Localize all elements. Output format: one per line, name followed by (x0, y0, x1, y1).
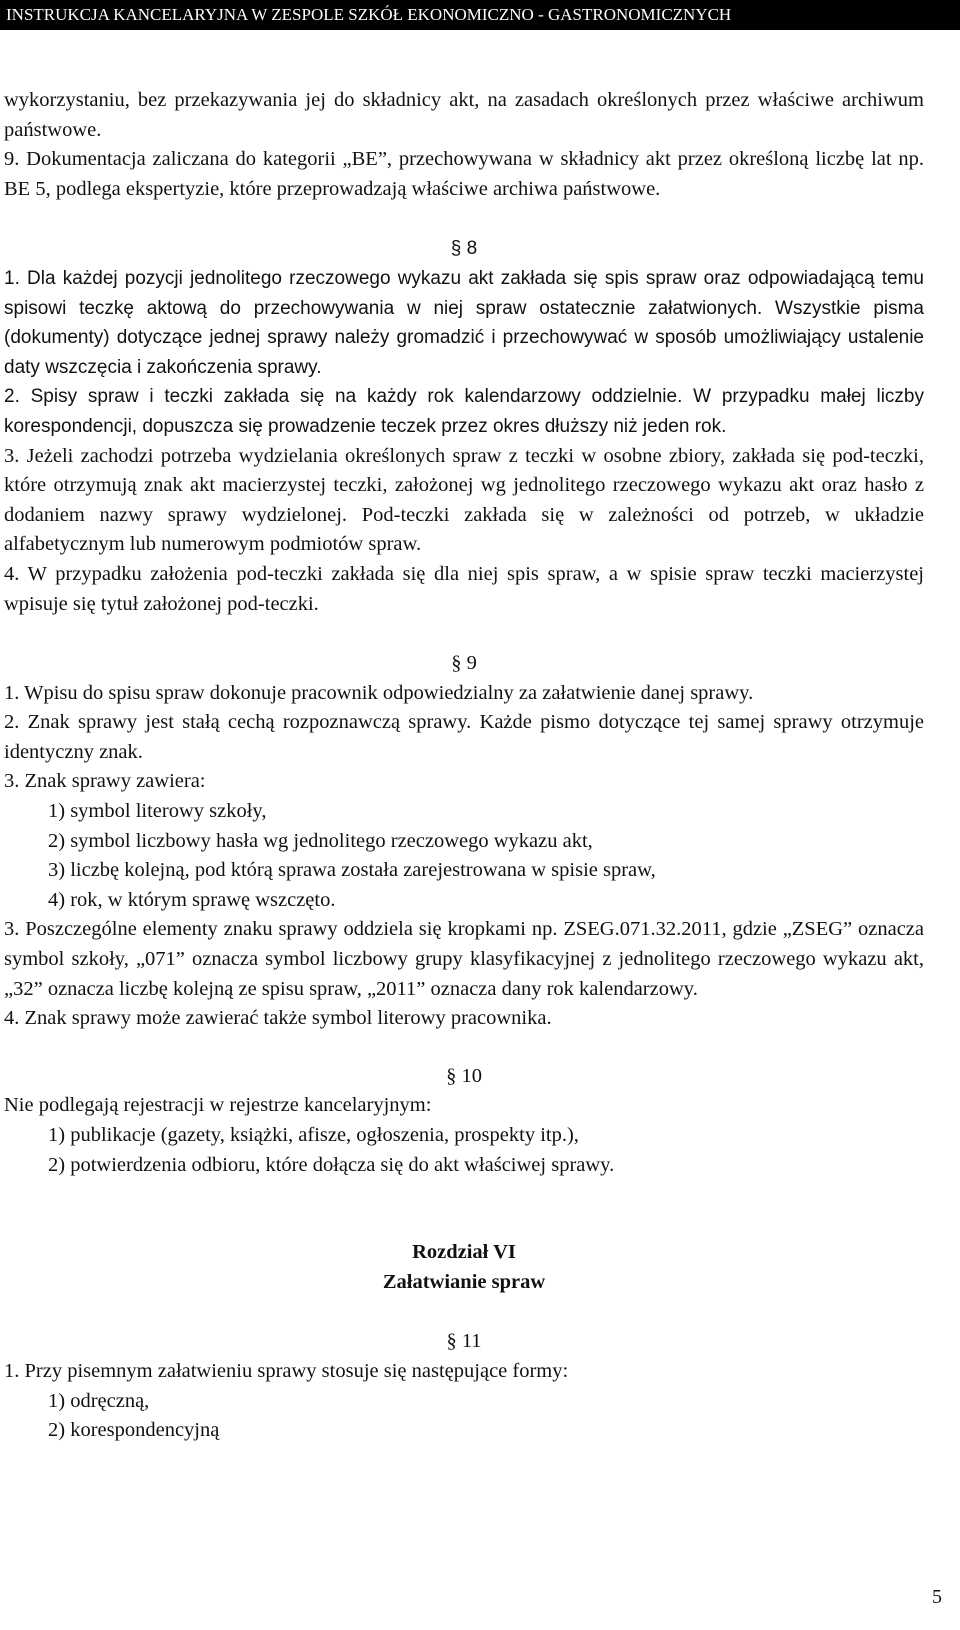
document-header: INSTRUKCJA KANCELARYJNA W ZESPOLE SZKÓŁ EKONOMICZNO - GASTRONOMICZNYCH (0, 0, 960, 30)
list-item: 2) potwierdzenia odbioru, które dołącza się do akt właściwej sprawy. (48, 1153, 615, 1176)
paragraph-continuation: wykorzystaniu, bez przekazywania jej do składnicy akt, na zasadach określonych przez właściwe archiwum państwowe. (4, 89, 924, 141)
s8-paragraph-4: 4. W przypadku założenia pod-teczki zakłada się dla niej spis spraw, a w spisie spraw teczki macierzystej wpisuje się tytuł założonej pod-teczki. (4, 562, 924, 615)
s9-paragraph-1: 1. Wpisu do spisu spraw dokonuje pracownik odpowiedzialny za załatwienie danej sprawy. (4, 681, 754, 704)
list-item: 2) symbol liczbowy hasła wg jednolitego rzeczowego wykazu akt, (48, 829, 593, 852)
list-item: 1) odręczną, (48, 1389, 150, 1412)
s10-intro: Nie podlegają rejestracji w rejestrze kancelaryjnym: (4, 1094, 432, 1117)
s8-paragraph-1: 1. Dla każdej pozycji jednolitego rzeczowego wykazu akt zakłada się spis spraw oraz odpowiadającą temu spisowi teczkę aktową do przechowywania w niej spraw ostatecznie załatwionych. Wszystkie pisma (dokumenty) dotyczące jednej sprawy należy gromadzić i przechowywać w sposób umożliwiający ustalenie daty wszczęcia i zakończenia sprawy. (4, 267, 924, 378)
list-item: 3) liczbę kolejną, pod którą sprawa została zarejestrowana w spisie spraw, (48, 859, 656, 882)
s9-paragraph-2: 2. Znak sprawy jest stałą cechą rozpoznawczą sprawy. Każde pismo dotyczące tej samej sprawy otrzymuje identyczny znak. (4, 711, 924, 763)
list-item: 1) symbol literowy szkoły, (48, 800, 267, 823)
section-heading-9: § 9 (451, 652, 477, 675)
chapter-title: Załatwianie spraw (382, 1270, 546, 1293)
s9-paragraph-3b: 3. Poszczególne elementy znaku sprawy oddziela się kropkami np. ZSEG.071.32.2011, gdzie „ZSEG” oznacza symbol szkoły, „071” oznacza symbol liczbowy grupy klasyfikacyjnej z jednolitego rzeczowego wykazu akt, „32” oznacza liczbę kolejną ze spisu spraw, „2011” oznacza dany rok kalendarzowy. (4, 918, 924, 1000)
list-item: 1) publikacje (gazety, książki, afisze, ogłoszenia, prospekty itp.), (48, 1124, 579, 1146)
s8-paragraph-2: 2. Spisy spraw i teczki zakłada się na każdy rok kalendarzowy oddzielnie. W przypadku małej liczby korespondencji, dopuszcza się prowadzenie teczek przez okres dłuższy niż jeden rok. (4, 386, 924, 437)
paragraph-9: 9. Dokumentacja zaliczana do kategorii „BE”, przechowywana w składnicy akt przez określoną liczbę lat np. BE 5, podlega ekspertyzie, które przeprowadzają właściwe archiwa państwowe. (4, 148, 924, 200)
section-heading-8: § 8 (450, 238, 478, 260)
section-heading-11: § 11 (446, 1330, 482, 1353)
list-item: 4) rok, w którym sprawę wszczęto. (48, 888, 336, 911)
page-number: 5 (932, 1586, 942, 1608)
s11-paragraph-1: 1. Przy pisemnym załatwieniu sprawy stosuje się następujące formy: (4, 1359, 569, 1382)
chapter-number: Rozdział VI (412, 1241, 516, 1264)
s9-paragraph-4: 4. Znak sprawy może zawierać także symbol literowy pracownika. (4, 1007, 552, 1030)
s9-paragraph-3: 3. Znak sprawy zawiera: (4, 770, 206, 793)
list-item: 2) korespondencyjną (48, 1419, 220, 1442)
s8-paragraph-3: 3. Jeżeli zachodzi potrzeba wydzielania określonych spraw z teczki w osobne zbiory, zakłada się pod-teczki, które otrzymują znak akt macierzystej teczki, założonej wg jednolitego rzeczowego wykazu akt oraz hasło z dodaniem nazwy sprawy wydzielonej. Pod-teczki zakłada się w zależności od potrzeb, w układzie alfabetycznym lub numerowym podmiotów spraw. (4, 444, 924, 556)
document-body (4, 86, 924, 1446)
section-heading-10: § 10 (446, 1064, 482, 1087)
